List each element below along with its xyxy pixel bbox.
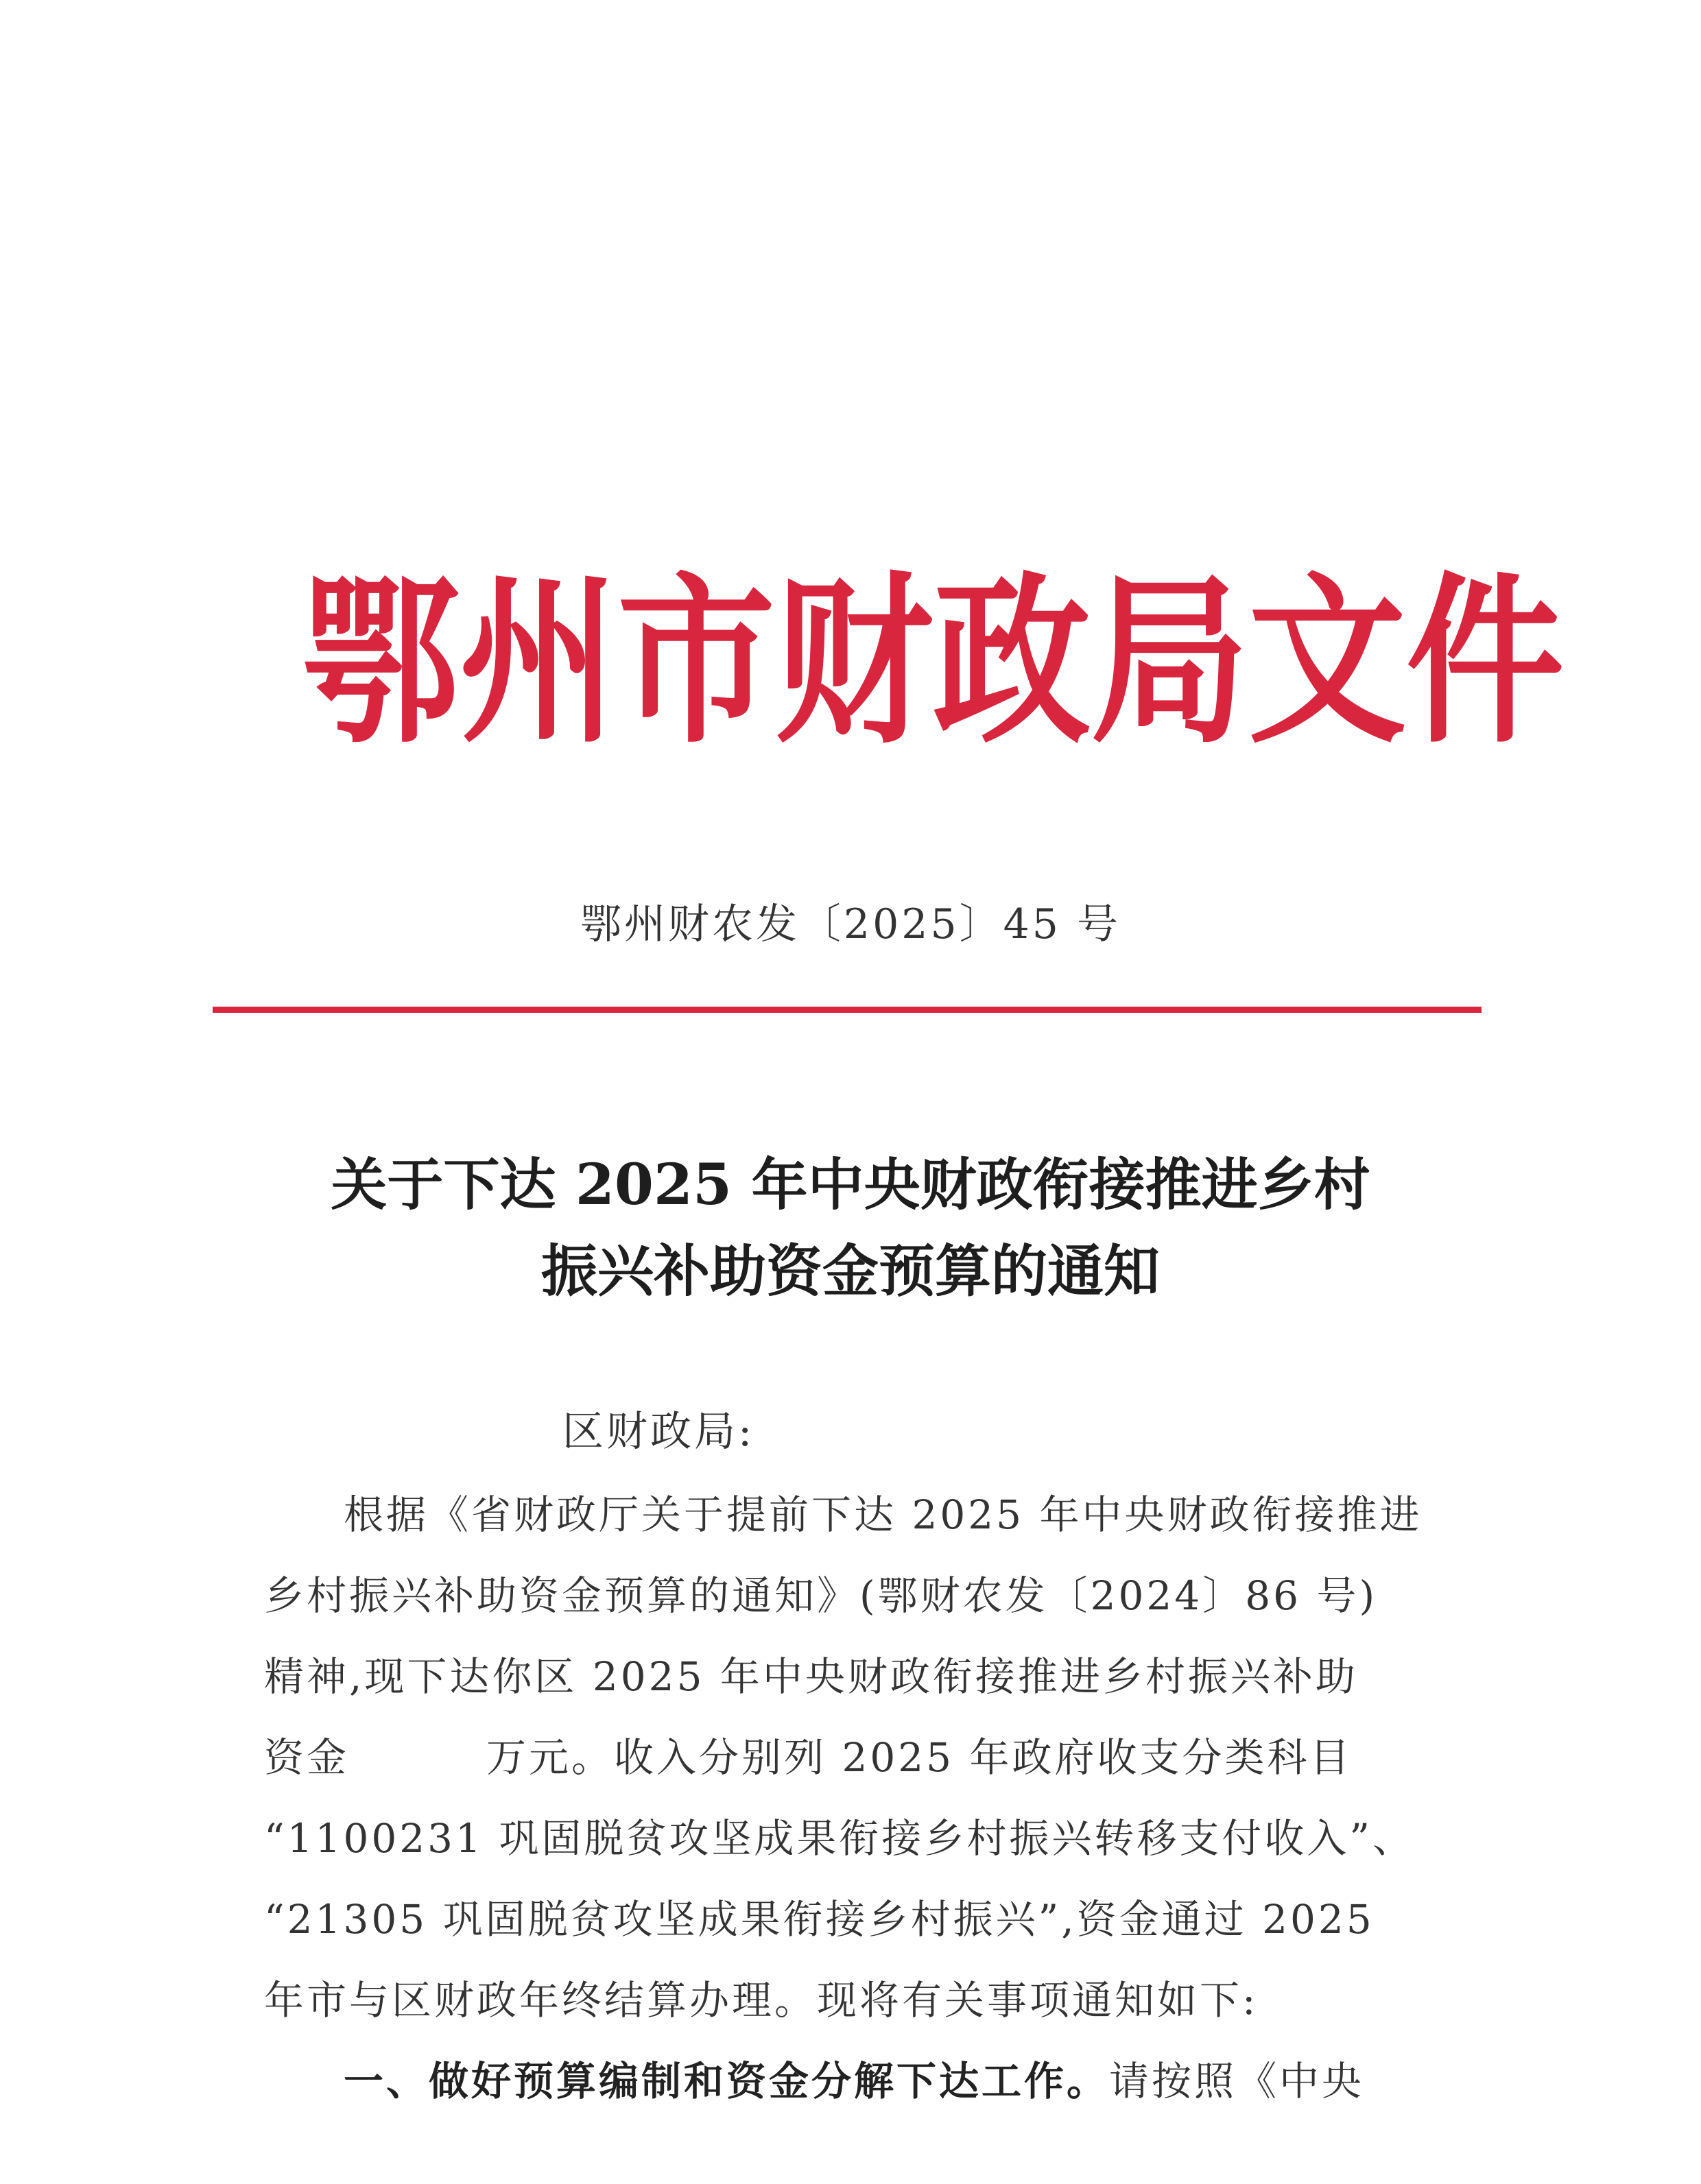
body-line xyxy=(264,2041,1444,2122)
masthead-char: 件 xyxy=(1406,555,1565,769)
body-text-segment: 请按照《中央 xyxy=(1109,2058,1365,2104)
body-line: “1100231 巩固脱贫攻坚成果衔接乡村振兴转移支付收入”、 xyxy=(264,1815,1416,1862)
masthead-char: 财 xyxy=(775,555,933,769)
document-number: 鄂州财农发〔2025〕45 号 xyxy=(580,900,1121,948)
red-divider-line xyxy=(213,1007,1482,1013)
title-line-1: 关于下达 2025 年中央财政衔接推进乡村 xyxy=(331,1152,1370,1218)
masthead-char: 鄂 xyxy=(302,555,460,769)
masthead-char: 文 xyxy=(1248,555,1407,769)
body-text-segment: 资金 xyxy=(264,1734,350,1781)
masthead-char: 市 xyxy=(617,555,776,769)
masthead-title xyxy=(302,549,1565,775)
body-line: 年市与区财政年终结算办理。现将有关事项通知如下: xyxy=(264,1977,1259,2024)
salutation: 区财政局: xyxy=(562,1408,755,1456)
masthead-char: 州 xyxy=(460,555,618,769)
masthead-char: 政 xyxy=(933,555,1091,769)
section-heading: 一、做好预算编制和资金分解下达工作。 xyxy=(344,2058,1110,2104)
body-text-segment: 万元。收入分别列 2025 年政府收支分类科目 xyxy=(486,1734,1353,1781)
title-line-2: 振兴补助资金预算的通知 xyxy=(540,1238,1160,1304)
document-title xyxy=(0,1142,1701,1315)
masthead-char: 局 xyxy=(1091,555,1249,769)
body-line: 乡村振兴补助资金预算的通知》(鄂财农发〔2024〕86 号) xyxy=(264,1572,1378,1619)
body-text xyxy=(264,1474,1444,2122)
body-line: 精神,现下达你区 2025 年中央财政衔接推进乡村振兴补助 xyxy=(264,1653,1358,1700)
body-line: 根据《省财政厅关于提前下达 2025 年中央财政衔接推进 xyxy=(344,1491,1423,1538)
body-line xyxy=(264,1717,1444,1798)
body-line: “21305 巩固脱贫攻坚成果衔接乡村振兴”,资金通过 2025 xyxy=(264,1896,1375,1943)
